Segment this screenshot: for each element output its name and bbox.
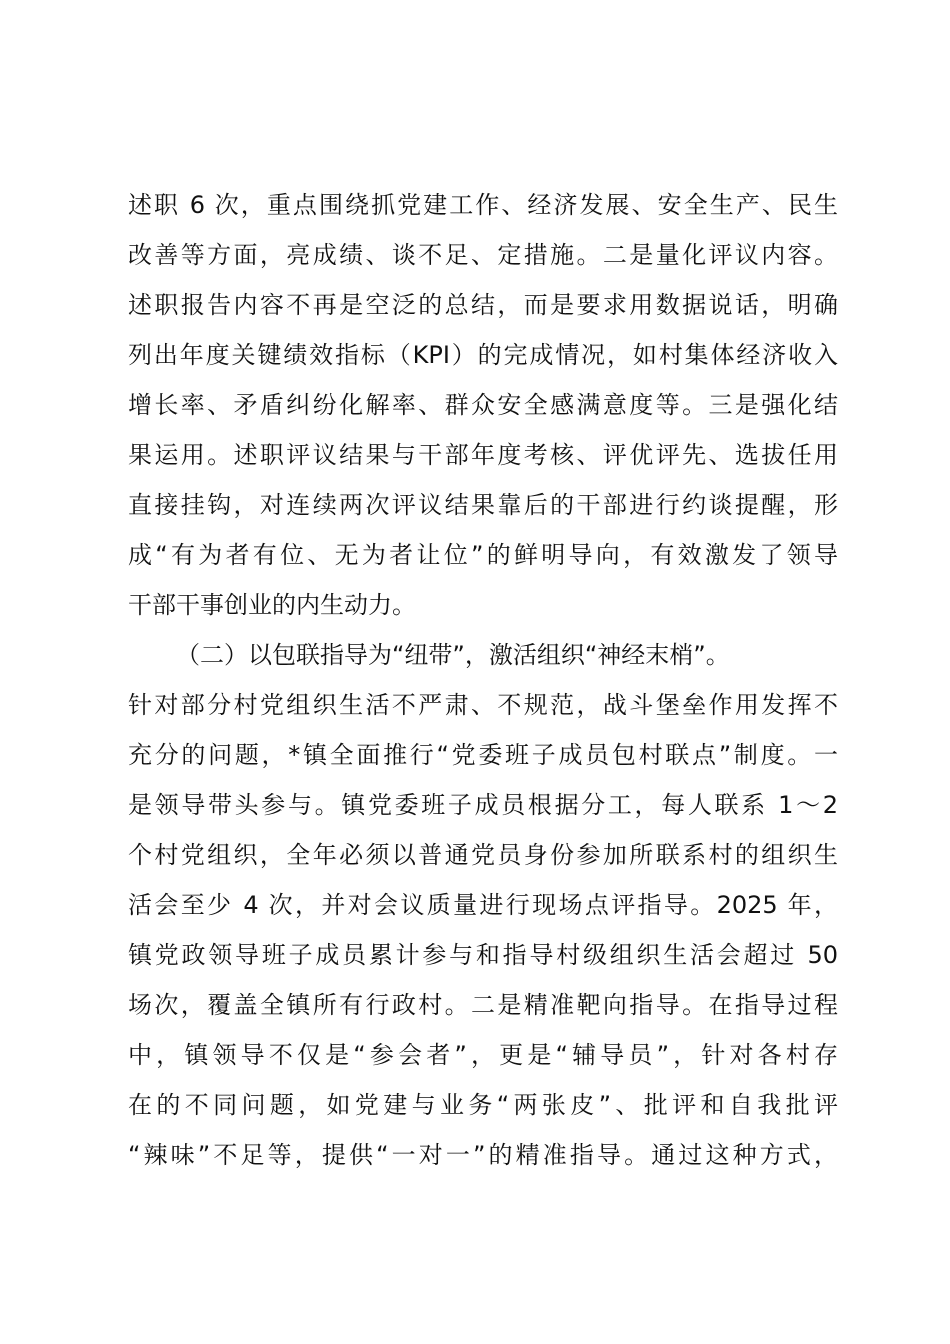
paragraph-line: 镇党政领导班子成员累计参与和指导村级组织生活会超过 50 [128, 941, 838, 969]
paragraph-line: 活会至少 4 次，并对会议质量进行现场点评指导。2025 年， [128, 891, 838, 919]
section-heading: （二）以包联指导为“纽带”，激活组织“神经末梢”。 [176, 641, 730, 669]
paragraph-line: 针对部分村党组织生活不严肃、不规范，战斗堡垒作用发挥不 [128, 691, 838, 719]
paragraph-line: 列出年度关键绩效指标（KPI）的完成情况，如村集体经济收入 [128, 341, 838, 369]
paragraph-line: 增长率、矛盾纠纷化解率、群众安全感满意度等。三是强化结 [128, 391, 838, 419]
paragraph-line: 述职报告内容不再是空泛的总结，而是要求用数据说话，明确 [128, 291, 838, 319]
paragraph-line: 果运用。述职评议结果与干部年度考核、评优评先、选拔任用 [128, 441, 838, 469]
paragraph-line: 是领导带头参与。镇党委班子成员根据分工，每人联系 1～2 [128, 791, 838, 819]
paragraph-line: 场次，覆盖全镇所有行政村。二是精准靶向指导。在指导过程 [128, 991, 838, 1019]
paragraph-line: 改善等方面，亮成绩、谈不足、定措施。二是量化评议内容。 [128, 241, 838, 269]
paragraph-line: 成“有为者有位、无为者让位”的鲜明导向，有效激发了领导 [128, 541, 838, 569]
paragraph-line: “辣味”不足等，提供“一对一”的精准指导。通过这种方式， [128, 1141, 838, 1169]
paragraph-line: 在的不同问题，如党建与业务“两张皮”、批评和自我批评 [128, 1091, 838, 1119]
paragraph-line: 个村党组织，全年必须以普通党员身份参加所联系村的组织生 [128, 841, 838, 869]
paragraph-line: 述职 6 次，重点围绕抓党建工作、经济发展、安全生产、民生 [128, 191, 838, 219]
paragraph-line: 直接挂钩，对连续两次评议结果靠后的干部进行约谈提醒，形 [128, 491, 838, 519]
paragraph-line: 干部干事创业的内生动力。 [128, 591, 416, 619]
document-body [128, 180, 838, 1180]
paragraph-line: 中，镇领导不仅是“参会者”，更是“辅导员”，针对各村存 [128, 1041, 838, 1069]
paragraph-line: 充分的问题，*镇全面推行“党委班子成员包村联点”制度。一 [128, 741, 838, 769]
